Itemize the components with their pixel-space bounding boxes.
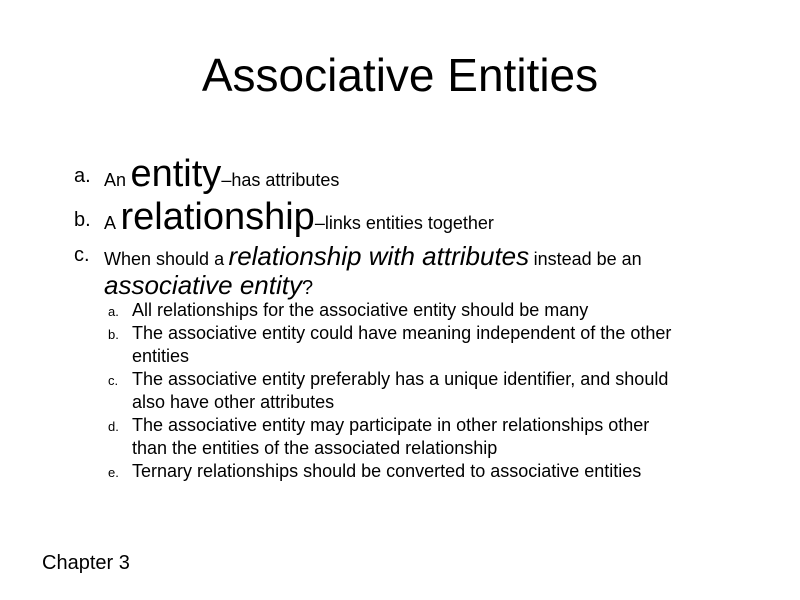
bullet-b-desc: –links entities together (314, 213, 494, 233)
subitem-d-line1: The associative entity may participate in other relationships other (132, 415, 650, 435)
bullet-a-desc: –has attributes (221, 170, 340, 190)
subitem-b-line1: The associative entity could have meaning independent of the other (132, 323, 672, 343)
bullet-b-lead: A (104, 213, 117, 233)
bullet-marker-b: b. (74, 209, 91, 231)
subitem-c-line2: also have other attributes (132, 392, 335, 412)
bullet-c-end: ? (301, 277, 314, 299)
bullet-a-text (104, 153, 339, 196)
bullet-c-lead: When should a (104, 249, 225, 269)
bullet-a-lead: An (104, 170, 127, 190)
subitem-marker-c: c. (108, 373, 119, 388)
bullet-b-text (104, 196, 494, 239)
bullet-c-term1: relationship with attributes (228, 241, 530, 271)
bullet-c-mid: instead be an (533, 249, 642, 269)
subitem-b-line2: entities (132, 346, 190, 366)
bullet-marker-c: c. (74, 244, 90, 266)
bullet-c-text-line1 (104, 241, 642, 272)
subitem-marker-b: b. (108, 327, 119, 342)
subitem-d-line2: than the entities of the associated relationship (132, 438, 498, 458)
subitem-c-line1: The associative entity preferably has a unique identifier, and should (132, 369, 669, 389)
bullet-marker-a: a. (74, 165, 91, 187)
slide-footer: Chapter 3 (42, 552, 130, 574)
subitem-a-line1: All relationships for the associative entity should be many (132, 300, 589, 320)
bullet-c-term2: associative entity (104, 270, 302, 300)
subitem-marker-a: a. (108, 304, 119, 319)
subitem-marker-d: d. (108, 419, 119, 434)
subitem-marker-e: e. (108, 465, 119, 480)
bullet-c-text-line2 (104, 270, 313, 301)
bullet-a-term: entity (130, 153, 222, 195)
bullet-b-term: relationship (120, 196, 315, 238)
slide-title: Associative Entities (201, 49, 599, 101)
subitem-e-line1: Ternary relationships should be converted to associative entities (132, 461, 642, 481)
